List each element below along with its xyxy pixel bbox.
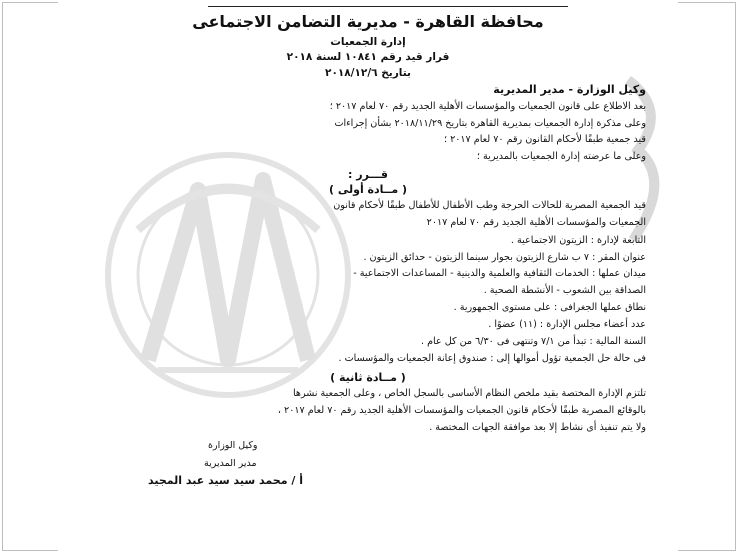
signature-title-1: وكيل الوزارة <box>208 440 258 451</box>
department-name: إدارة الجمعيات <box>330 36 406 48</box>
document-page <box>58 0 678 555</box>
article1-heading: ( مــادة أولى ) <box>328 183 407 196</box>
decision-number: قرار قيد رقم ١٠٨٤١ لسنة ٢٠١٨ <box>286 51 450 63</box>
article1-line: الجمعيات والمؤسسات الأهلية الجديد رقم ٧٠ لعام ٢٠١٧ <box>426 217 646 228</box>
article1-line: التابعة لإدارة : الزيتون الاجتماعية . <box>510 235 646 246</box>
article1-line: قيد الجمعية المصرية للحالات الحرجة وطب الأطفال للأطفال طبقًا لأحكام قانون <box>333 200 646 211</box>
preamble-line: وعلى مذكرة إدارة الجمعيات بمديرية القاهرة بتاريخ ٢٠١٨/١١/٢٩ بشأن إجراءات <box>334 118 646 129</box>
signature-title-2: مدير المديرية <box>204 458 257 469</box>
article1-line: الصداقة بين الشعوب - الأنشطة الصحية . <box>483 285 646 296</box>
article2-line: تلتزم الإدارة المختصة بقيد ملخص النظام الأساسى بالسجل الخاص ، وعلى الجمعية نشرها <box>292 388 646 399</box>
preamble-line: بعد الاطلاع على قانون الجمعيات والمؤسسات الأهلية الجديد رقم ٧٠ لعام ٢٠١٧ ؛ <box>329 101 646 112</box>
article1-line: السنة المالية : تبدأ من ٧/١ وتنتهى فى ٦/٣٠ من كل عام . <box>420 336 646 347</box>
preamble-line: وعلى ما عرضته إدارة الجمعيات بالمديرية ؛ <box>476 151 646 162</box>
article1-line: عنوان المقر : ٧ ب شارع الزيتون بجوار سينما الزيتون - حدائق الزيتون . <box>363 252 646 263</box>
article2-heading: ( مــادة ثانية ) <box>330 371 406 384</box>
decided-heading: قـــرر : <box>348 168 388 181</box>
article2-line: ولا يتم تنفيذ أى نشاط إلا بعد موافقة الجهات المختصة . <box>429 422 646 433</box>
authority-line: وكيل الوزارة - مدير المديرية <box>493 83 646 96</box>
decision-date: بتاريخ ٢٠١٨/١٢/٦ <box>325 67 411 79</box>
preamble-line: قيد جمعية طبقًا لأحكام القانون رقم ٧٠ لعام ٢٠١٧ ؛ <box>443 134 646 145</box>
document-title: محافظة القاهرة - مديرية التضامن الاجتماعى <box>192 12 544 31</box>
article1-line: نطاق عملها الجغرافى : على مستوى الجمهورية . <box>453 302 646 313</box>
article1-line: ميدان عملها : الخدمات الثقافية والعلمية والدينية - المساعدات الاجتماعية - <box>353 268 646 279</box>
article2-line: بالوقائع المصرية طبقًا لأحكام قانون الجمعيات والمؤسسات الأهلية الجديد رقم ٧٠ لعام ٢٠١٧ ، <box>277 405 646 416</box>
top-rule <box>208 6 568 7</box>
article1-line: فى حالة حل الجمعية تؤول أموالها إلى : صندوق إعانة الجمعيات والمؤسسات . <box>338 353 646 364</box>
signatory-name: أ / محمد سيد سيد عبد المجيد <box>148 474 303 487</box>
article1-line: عدد أعضاء مجلس الإدارة : (١١) عضوًا . <box>488 319 646 330</box>
